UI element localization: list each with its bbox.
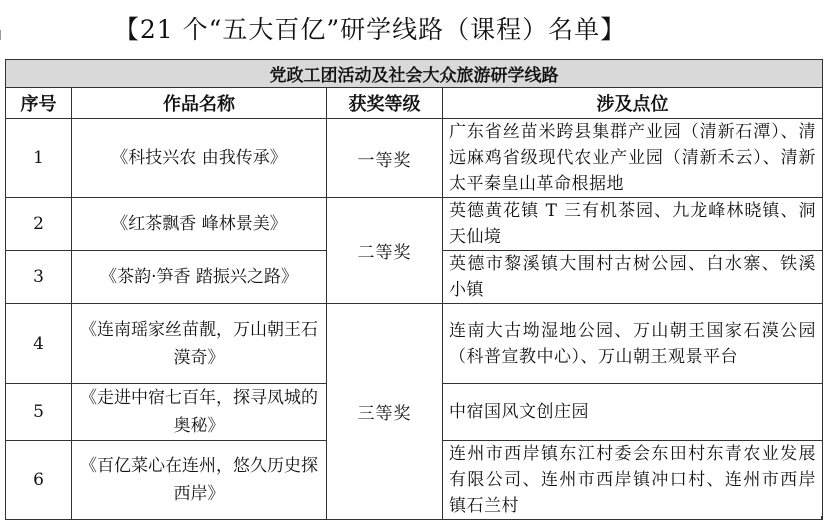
award-level: 一等奖 (327, 119, 443, 198)
site-list: 广东省丝苗米跨县集群产业园（清新石潭）、清远麻鸡省级现代农业产业园（清新禾云）、清新太平秦皇山革命根据地 (443, 119, 823, 198)
work-title: 《走进中宿七百年，探寻凤城的奥秘》 (72, 384, 327, 441)
column-header-award: 获奖等级 (327, 88, 443, 119)
work-title: 《茶韵·笋香 踏振兴之路》 (72, 251, 327, 304)
column-header-sites: 涉及点位 (443, 88, 823, 119)
site-list: 英德市黎溪镇大围村古树公园、白水寨、铁溪小镇 (443, 251, 823, 304)
page-title: 【21 个“五大百亿”研学线路（课程）名单】 (113, 15, 627, 44)
row-number: 4 (6, 304, 72, 384)
table-row (6, 119, 823, 198)
site-list: 英德黄花镇 T 三有机茶园、九龙峰林晓镇、洞天仙境 (443, 198, 823, 251)
row-number: 2 (6, 198, 72, 251)
row-number: 3 (6, 251, 72, 304)
table-row (6, 198, 823, 251)
work-title: 《百亿菜心在连州，悠久历史探西岸》 (72, 441, 327, 520)
award-table (5, 59, 823, 520)
table-row (6, 304, 823, 384)
section-heading-row (6, 60, 823, 88)
column-header-work: 作品名称 (72, 88, 327, 119)
site-list: 连南大古坳湿地公园、万山朝王国家石漠公园（科普宣教中心）、万山朝王观景平台 (443, 304, 823, 384)
column-header-no: 序号 (6, 88, 72, 119)
header-row (6, 88, 823, 119)
work-title: 《科技兴农 由我传承》 (72, 119, 327, 198)
work-title: 《连南瑶家丝苗靓，万山朝王石漠奇》 (72, 304, 327, 384)
row-number: 6 (6, 441, 72, 520)
site-list: 中宿国风文创庄园 (443, 384, 823, 441)
row-number: 1 (6, 119, 72, 198)
site-list: 连州市西岸镇东江村委会东田村东青农业发展有限公司、连州市西岸镇冲口村、连州市西岸镇石兰村 (443, 441, 823, 520)
section-heading: 党政工团活动及社会大众旅游研学线路 (6, 60, 823, 88)
award-level: 二等奖 (327, 198, 443, 304)
award-level: 三等奖 (327, 304, 443, 520)
row-number: 5 (6, 384, 72, 441)
work-title: 《红茶飘香 峰林景美》 (72, 198, 327, 251)
